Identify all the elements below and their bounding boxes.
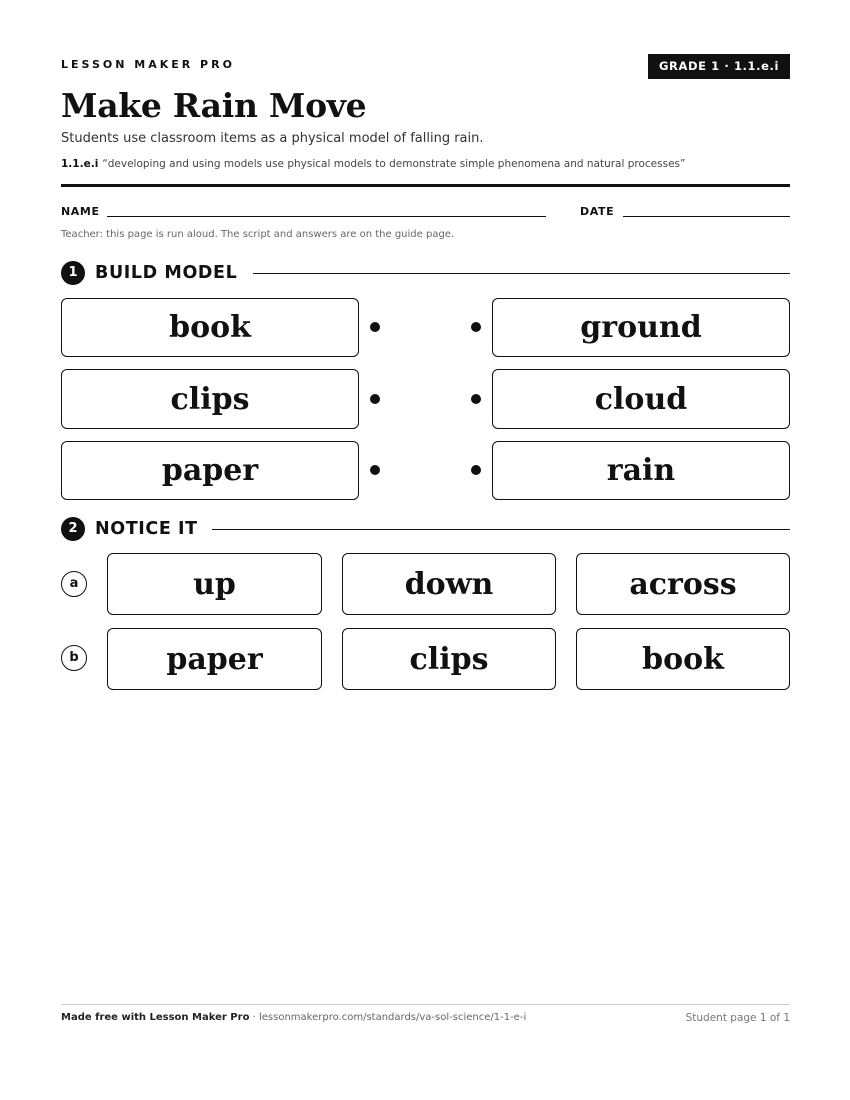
section-rule [212,529,790,530]
choice-card-b-3[interactable]: book [576,628,790,690]
section-number-1: 1 [61,261,85,285]
date-label: DATE [580,205,615,218]
footer-made-with: Made free with Lesson Maker Pro [61,1012,250,1023]
choice-card-a-1[interactable]: up [107,553,322,615]
match-card-left-3[interactable]: paper [61,441,359,500]
match-card-left-1[interactable]: book [61,298,359,357]
section-rule [253,273,790,274]
match-dot-left-2[interactable] [370,394,380,404]
standard-text: “developing and using models use physical models to demonstrate simple phenomena and natural processes” [102,158,686,170]
footer-divider [61,1004,790,1005]
name-field[interactable] [107,216,546,217]
section-notice-it [61,517,790,541]
match-card-right-2[interactable]: cloud [492,369,790,429]
standard-line [61,158,685,170]
section-title-build-model: BUILD MODEL [95,263,238,283]
match-card-right-3[interactable]: rain [492,441,790,500]
choice-card-a-2[interactable]: down [342,553,556,615]
section-number-2: 2 [61,517,85,541]
brand-name: LESSON MAKER PRO [61,58,235,71]
teacher-note: Teacher: this page is run aloud. The script and answers are on the guide page. [61,229,455,240]
footer-credit [61,1012,526,1023]
match-card-left-2[interactable]: clips [61,369,359,429]
match-dot-right-1[interactable] [471,322,481,332]
footer-url-link[interactable]: lessonmakerpro.com/standards/va-sol-science/1-1-e-i [258,1012,527,1023]
question-letter-b: b [61,645,87,671]
question-letter-a: a [61,571,87,597]
section-title-notice-it: NOTICE IT [95,519,198,539]
grade-badge: GRADE 1 · 1.1.e.i [648,54,790,79]
match-dot-right-3[interactable] [471,465,481,475]
date-field[interactable] [623,216,790,217]
standard-code: 1.1.e.i [61,158,99,170]
match-dot-right-2[interactable] [471,394,481,404]
choice-card-a-3[interactable]: across [576,553,790,615]
choice-card-b-1[interactable]: paper [107,628,322,690]
match-dot-left-1[interactable] [370,322,380,332]
match-card-right-1[interactable]: ground [492,298,790,357]
name-label: NAME [61,205,100,218]
page-title: Make Rain Move [61,86,367,125]
worksheet-page [61,0,790,1100]
footer-page-label: Student page 1 of 1 [685,1012,790,1024]
choice-card-b-2[interactable]: clips [342,628,556,690]
page-subtitle: Students use classroom items as a physical model of falling rain. [61,131,484,146]
header-divider [61,184,790,187]
section-build-model [61,261,790,285]
match-dot-left-3[interactable] [370,465,380,475]
footer-separator: · [249,1012,259,1023]
